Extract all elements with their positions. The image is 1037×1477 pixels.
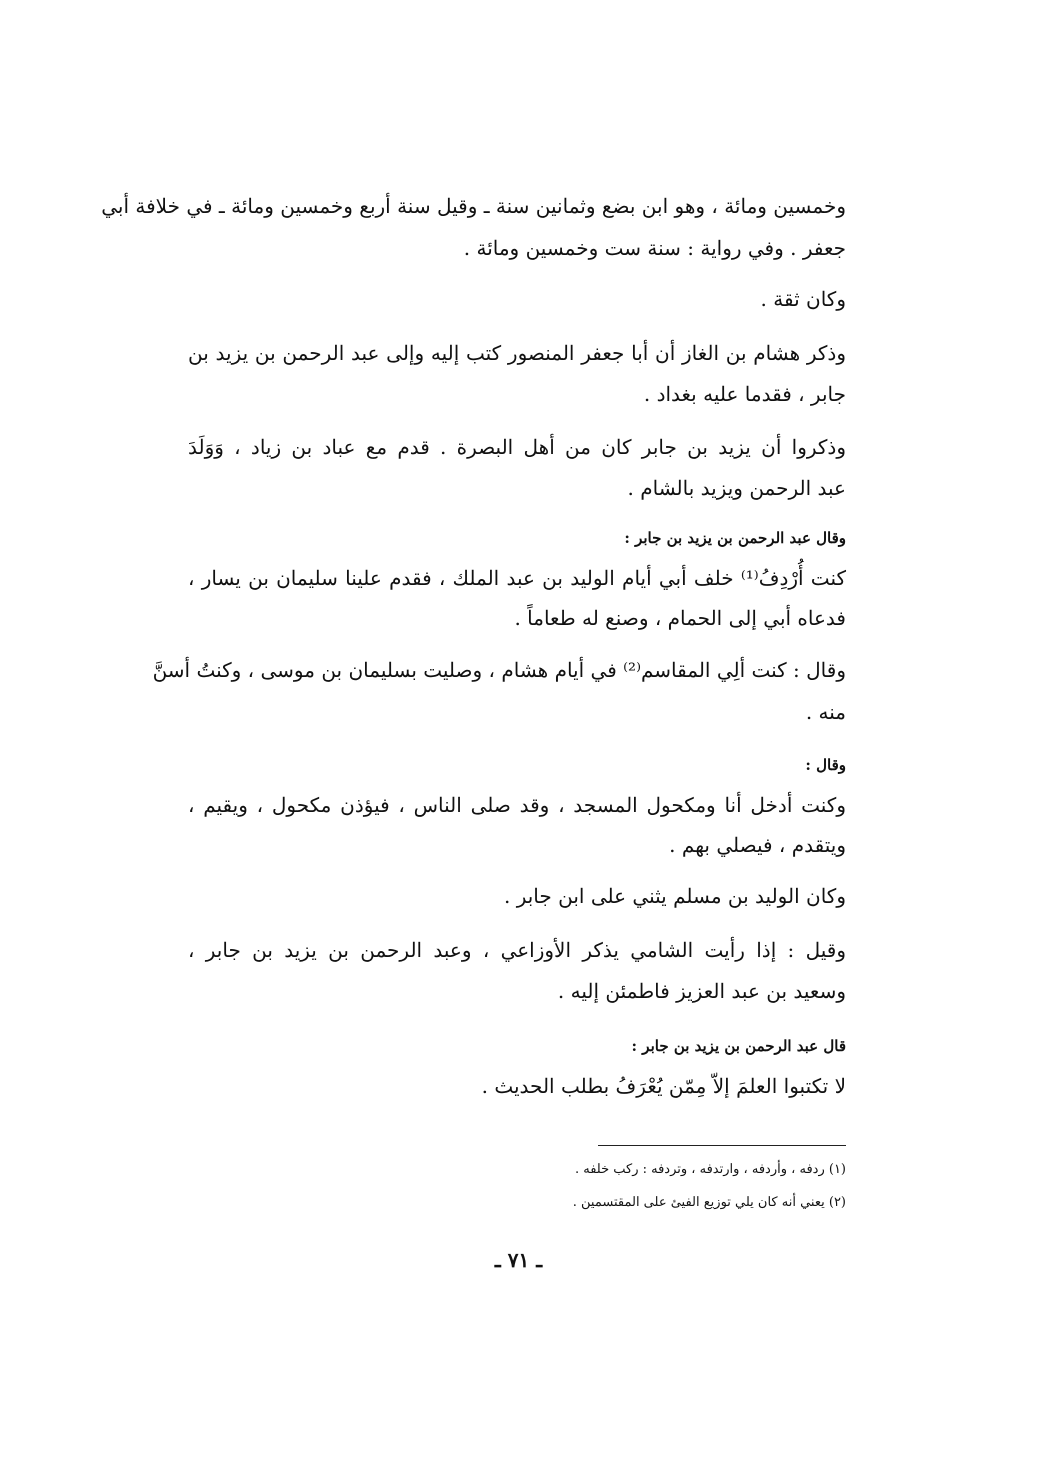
- section-heading-2: وقال :: [805, 756, 846, 774]
- paragraph-8-line-1: وكان الوليد بن مسلم يثني على ابن جابر .: [503, 884, 846, 908]
- paragraph-4-line-2: عبد الرحمن ويزيد بالشام .: [627, 476, 846, 500]
- paragraph-9-line-1: وقيل : إذا رأيت الشامي يذكر الأوزاعي ، وعبد الرحمن بن يزيد بن جابر ،: [188, 938, 846, 962]
- section-heading-3: قال عبد الرحمن بن يزيد بن جابر :: [631, 1037, 846, 1055]
- paragraph-3-line-1: وذكر هشام بن الغاز أن أبا جعفر المنصور كتب إليه وإلى عبد الرحمن بن يزيد بن: [188, 341, 846, 365]
- footnote-1: (١) ردفه ، وأردفه ، وارتدفه ، وتردفه : ركب خلفه .: [574, 1162, 846, 1177]
- page-number: ـ ٧١ ـ: [494, 1248, 543, 1272]
- paragraph-7-line-1: وكنت أدخل أنا ومكحول المسجد ، وقد صلى الناس ، فيؤذن مكحول ، ويقيم ،: [188, 793, 846, 817]
- paragraph-3-line-2: جابر ، فقدما عليه بغداد .: [643, 382, 846, 406]
- paragraph-5-line-2: فدعاه أبي إلى الحمام ، وصنع له طعاماً .: [514, 606, 846, 630]
- paragraph-7-line-2: ويتقدم ، فيصلي بهم .: [669, 833, 846, 857]
- paragraph-5-line-1: كنت أُرْدِفُ⁽¹⁾ خلف أبي أيام الوليد بن عبد الملك ، فقدم علينا سليمان بن يسار ،: [188, 566, 846, 590]
- paragraph-4-line-1: وذكروا أن يزيد بن جابر كان من أهل البصرة . قدم مع عباد بن زياد ، وَوَلَدَ: [188, 435, 846, 459]
- footnote-2: (٢) يعني أنه كان يلي توزيع الفيئ على المقتسمين .: [572, 1195, 846, 1210]
- paragraph-6-line-1: وقال : كنت ألِي المقاسم⁽²⁾ في أيام هشام ، وصليت بسليمان بن موسى ، وكنتُ أسنَّ: [152, 658, 846, 682]
- paragraph-2-line-1: وكان ثقة .: [760, 287, 846, 311]
- section-heading-1: وقال عبد الرحمن بن يزيد بن جابر :: [624, 529, 846, 547]
- paragraph-6-line-2: منه .: [805, 700, 846, 724]
- paragraph-10-line-1: لا تكتبوا العلمَ إلاّ مِمّن يُعْرَفُ بطلب الحديث .: [481, 1074, 846, 1098]
- paragraph-9-line-2: وسعيد بن عبد العزيز فاطمئن إليه .: [557, 979, 846, 1003]
- paragraph-1-line-1: وخمسين ومائة ، وهو ابن بضع وثمانين سنة ـ وقيل سنة أربع وخمسين ومائة ـ في خلافة أبي: [101, 194, 846, 218]
- footnote-separator: [598, 1145, 846, 1146]
- paragraph-1-line-2: جعفر . وفي رواية : سنة ست وخمسين ومائة .: [463, 236, 846, 260]
